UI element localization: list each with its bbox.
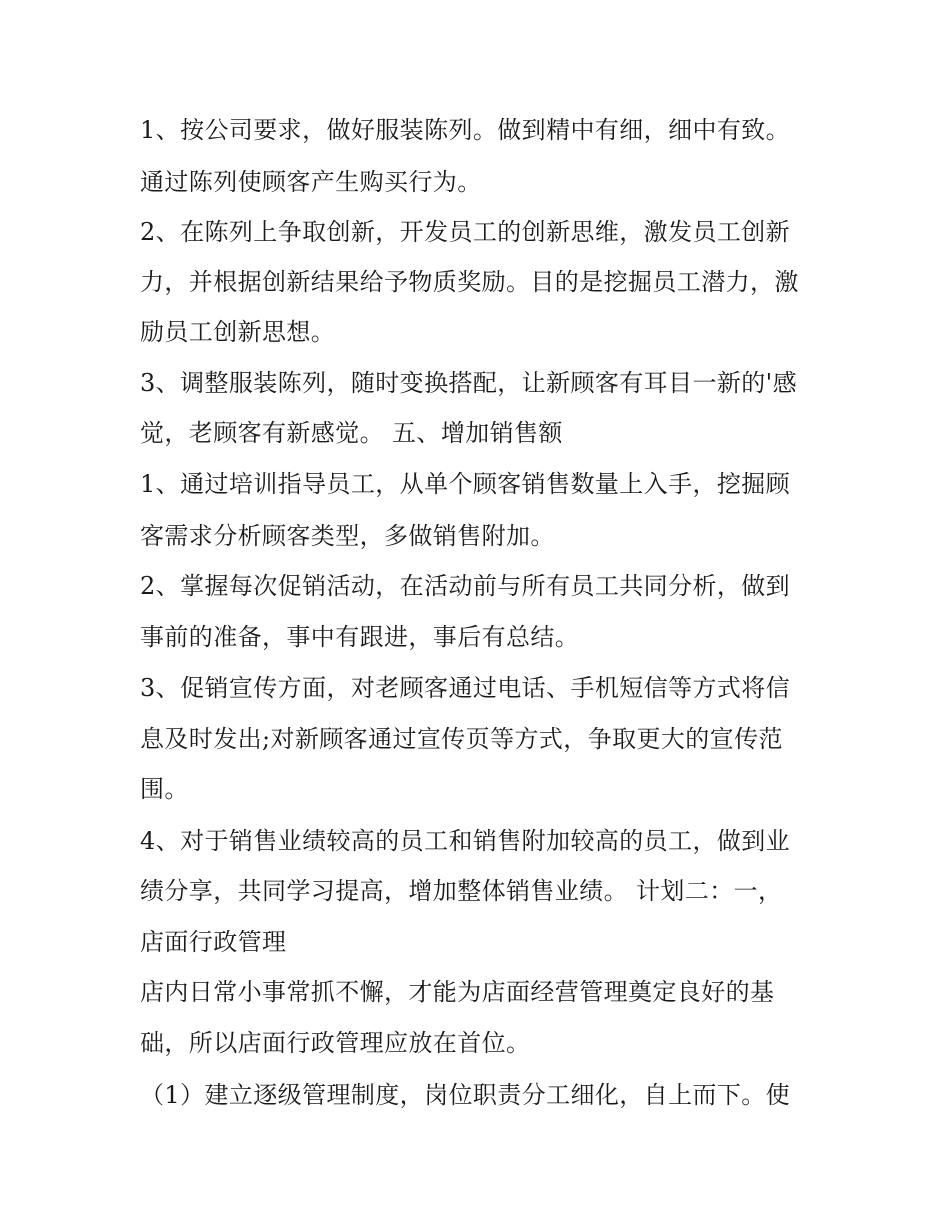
text-line: 1、按公司要求，做好服装陈列。做到精中有细，细中有致。 xyxy=(140,116,791,144)
text-line: 3、调整服装陈列，随时变换搭配，让新顾客有耳目一新的'感 xyxy=(140,369,798,397)
text-line: 2、掌握每次促销活动，在活动前与所有员工共同分析，做到 xyxy=(140,572,791,600)
text-line: （1）建立逐级管理制度，岗位职责分工细化，自上而下。使 xyxy=(140,1081,791,1109)
text-line: 绩分享，共同学习提高，增加整体销售业绩。 计划二：一， xyxy=(140,877,783,905)
text-line: 3、促销宣传方面，对老顾客通过电话、手机短信等方式将信 xyxy=(140,674,791,702)
text-line: 励员工创新思想。 xyxy=(140,318,336,346)
text-line: 2、在陈列上争取创新，开发员工的创新思维，激发员工创新 xyxy=(140,218,791,246)
text-line: 力，并根据创新结果给予物质奖励。目的是挖掘员工潜力，激 xyxy=(140,268,799,296)
text-line: 础，所以店面行政管理应放在首位。 xyxy=(140,1029,531,1057)
text-line: 客需求分析顾客类型，多做销售附加。 xyxy=(140,522,555,550)
text-line: 通过陈列使顾客产生购买行为。 xyxy=(140,168,482,196)
text-line: 店内日常小事常抓不懈，才能为店面经营管理奠定良好的基 xyxy=(140,978,775,1006)
text-line: 4、对于销售业绩较高的员工和销售附加较高的员工，做到业 xyxy=(140,827,791,855)
text-line: 觉，老顾客有新感觉。 五、增加销售额 xyxy=(140,419,563,447)
text-line: 店面行政管理 xyxy=(140,928,287,956)
text-line: 息及时发出;对新顾客通过宣传页等方式，争取更大的宣传范 xyxy=(140,725,783,753)
text-line: 围。 xyxy=(140,775,189,803)
text-line: 事前的准备，事中有跟进，事后有总结。 xyxy=(140,623,580,651)
text-line: 1、通过培训指导员工，从单个顾客销售数量上入手，挖掘顾 xyxy=(140,470,791,498)
